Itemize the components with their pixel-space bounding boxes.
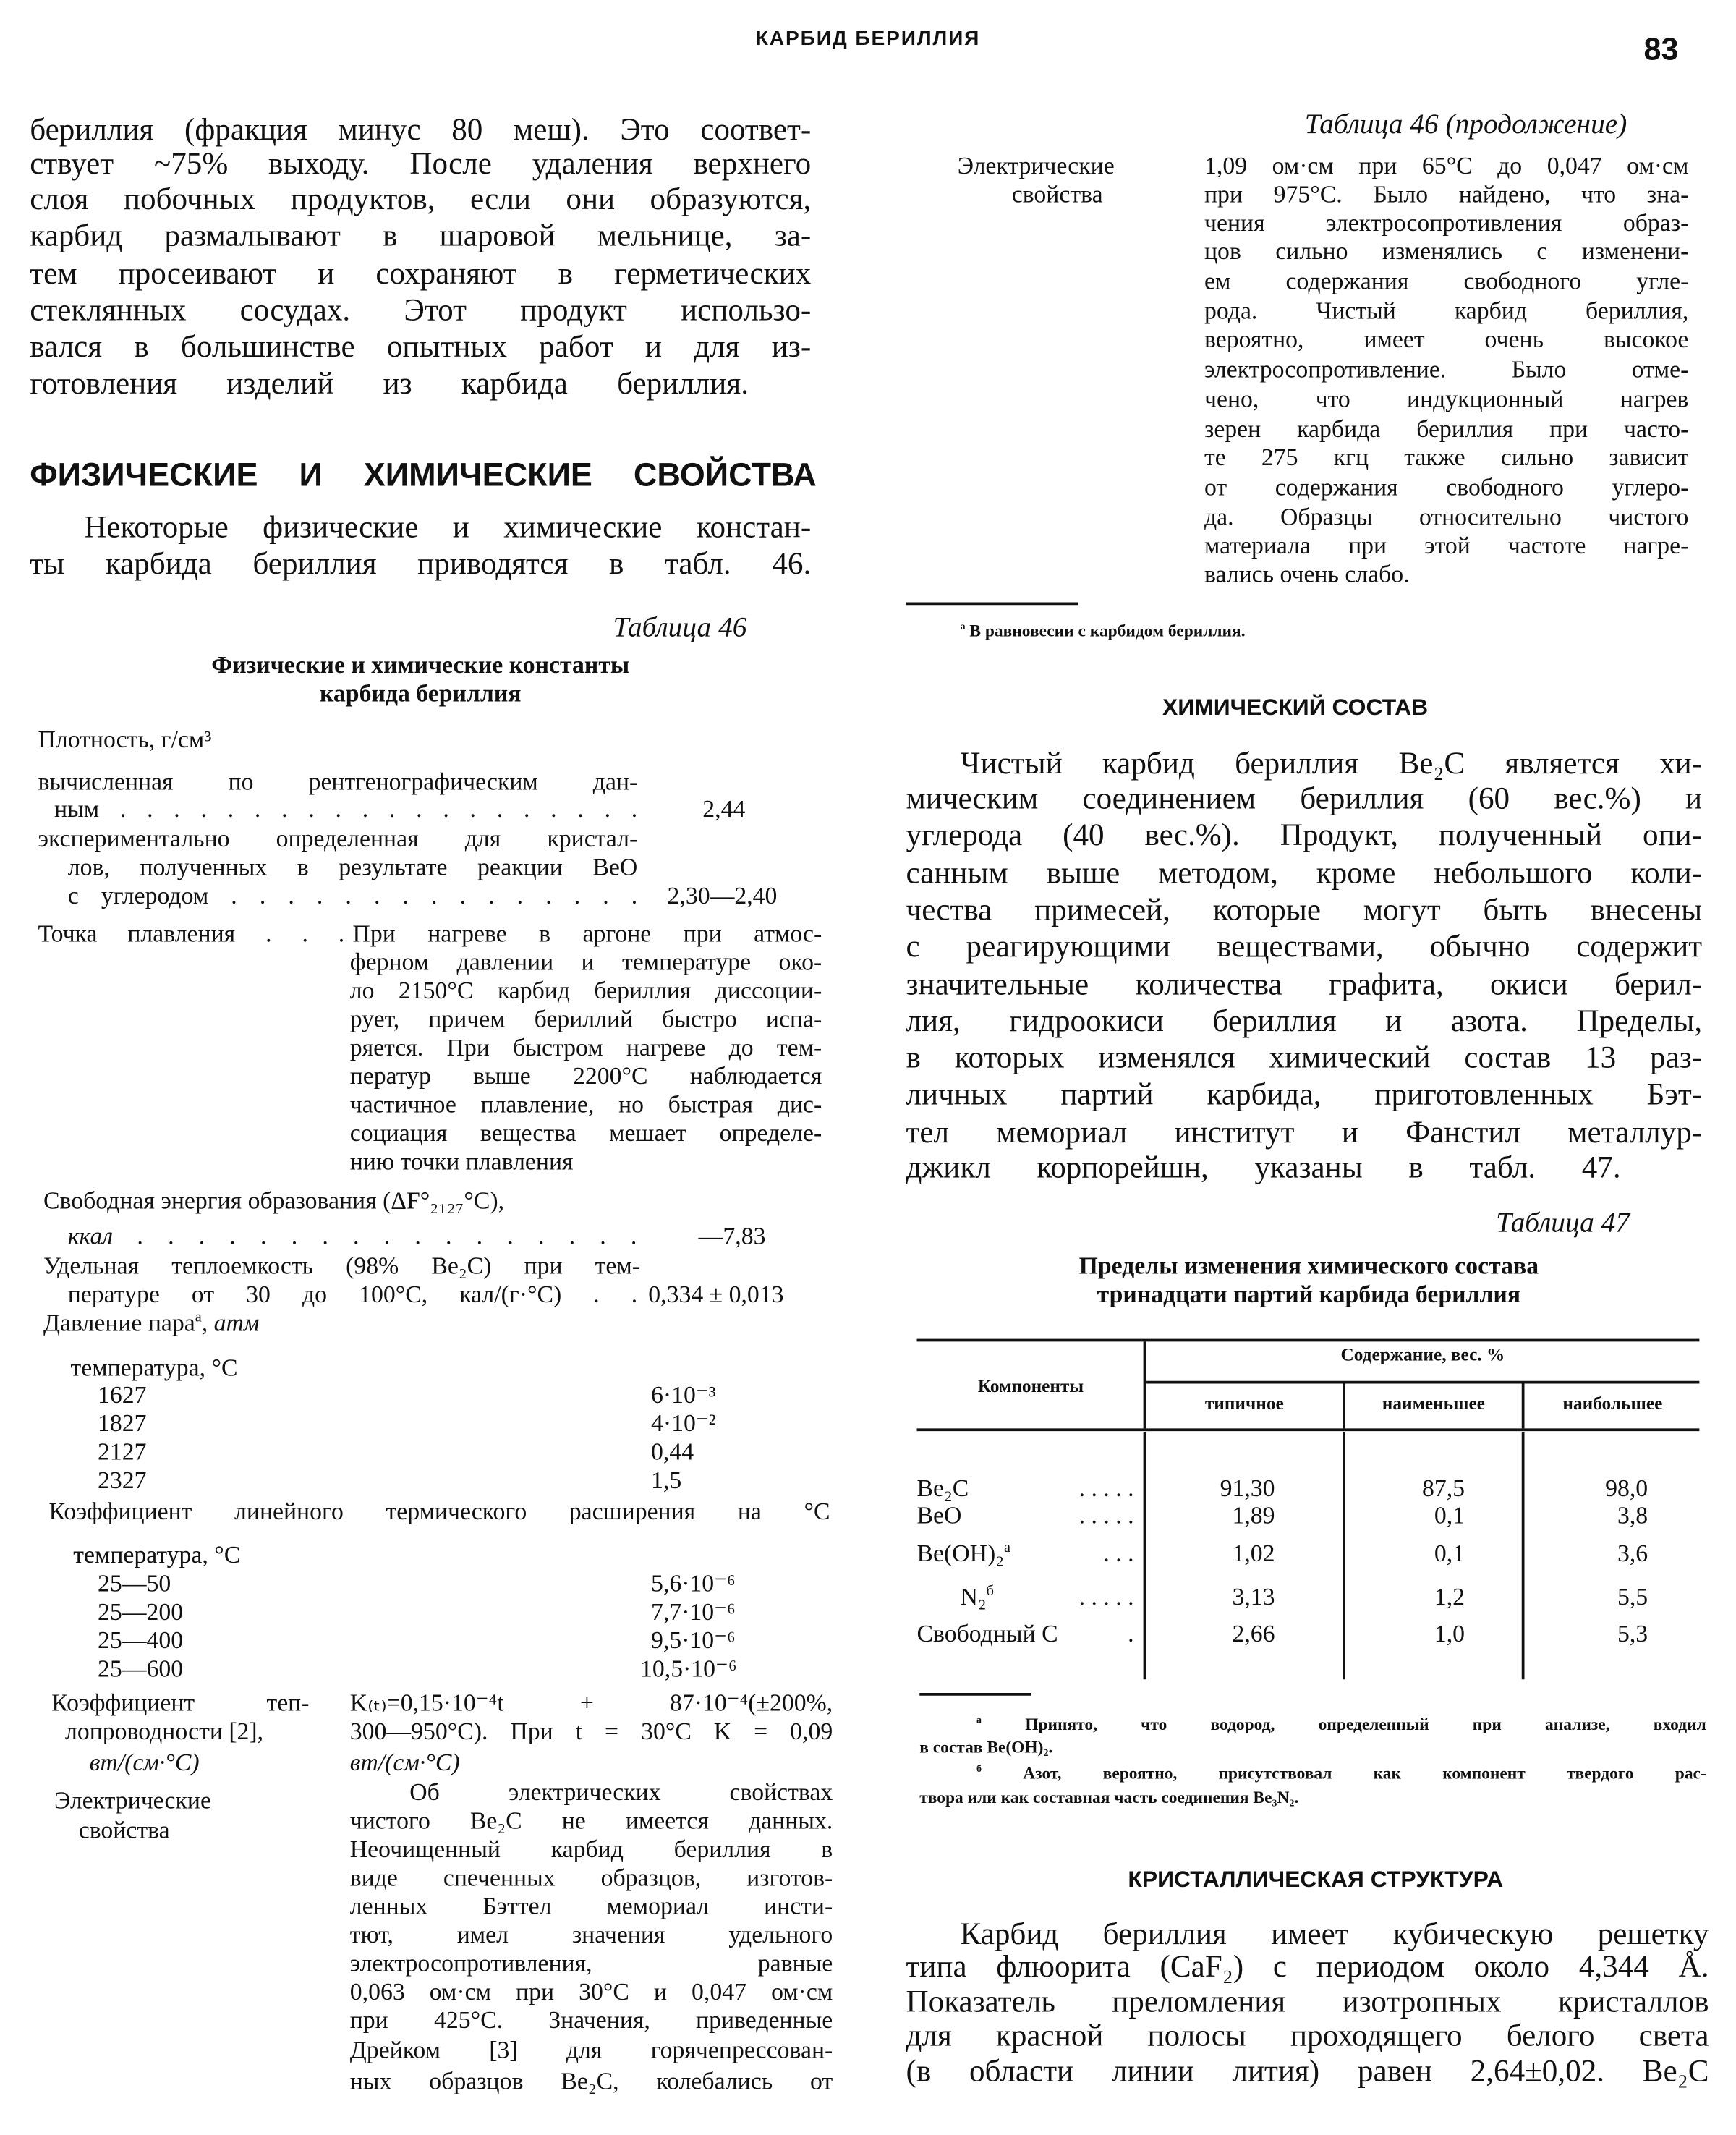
text-line: Чистый карбид бериллия Be₂C является хи- [960,746,1703,781]
text-line: Показатель преломления изотропных кристаллов [906,1985,1709,2019]
column-header-components: Компоненты [977,1375,1084,1396]
text-line: ты карбида бериллия приводятся в табл. 46. [30,546,812,581]
text-line: материала при этой частоте нагре- [1204,532,1689,559]
table-title: Пределы изменения химического состава [1078,1252,1539,1280]
vapor-label [43,1310,259,1335]
temp-cell: 1827 [98,1409,147,1437]
text-line: пературе от 30 до 100°С, кал/(г·°С) . . [67,1281,638,1308]
text-line: зерен карбида бериллия при часто- [1204,415,1689,443]
text-line: тют, имел значения удельного [349,1921,833,1948]
component-cell [961,1584,994,1609]
component-name: Be(OH)₂ [916,1540,1004,1567]
max-cell: 5,5 [1617,1583,1648,1610]
conductivity-label: вт/(см·°С) [89,1748,200,1776]
text-line: ных образцов Be₂C, колебались от [349,2067,833,2094]
electrical-label: Электрические [54,1786,211,1814]
section-heading: КРИСТАЛЛИЧЕСКАЯ СТРУКТУРА [1128,1867,1504,1893]
text-line: экспериментально определенная для кристал- [38,825,638,852]
text-line: Дрейком [3] для горячепрессован- [349,2036,833,2063]
electrical-label: свойства [78,1816,170,1844]
footnote [977,1715,1706,1733]
footnote-text: Азот, вероятно, присутствовал как компонент твердого рас- [1023,1763,1706,1783]
text-line: 0,063 ом·см при 30°С и 0,047 ом·см [349,1977,833,2005]
text-line: 300—950°С). При t = 30°С K = 0,09 [349,1717,833,1745]
temp-label: температура, °С [73,1541,241,1569]
text-line: электросопротивление. Было отме- [1204,355,1689,383]
text-line: те 275 кгц также сильно зависит [1204,443,1689,471]
column-header-typical: типичное [1204,1393,1284,1414]
typical-cell: 1,89 [1232,1501,1275,1529]
table-value: 0,334 ± 0,013 [648,1281,784,1308]
value-cell: 4·10⁻² [651,1409,716,1437]
temp-cell: 25—600 [98,1655,184,1682]
table-label: Таблица 46 (продолжение) [1304,107,1628,140]
footnote-marker: а [195,1309,202,1325]
table-title: карбида бериллия [320,679,522,707]
table-column-divider [1144,1341,1146,1428]
dot-leader: . . . . . [1078,1583,1134,1610]
component-name: Be₂C [916,1474,969,1502]
density-label: Плотность, г/см³ [38,726,212,753]
text-line: чества примесей, которые могут быть внесены [906,892,1703,927]
table-column-divider [1144,1432,1146,1679]
table-column-divider [1343,1384,1345,1429]
text-line: для красной полосы проходящего белого света [906,2019,1709,2053]
text-line: от содержания свободного углеро- [1204,473,1689,501]
text-line: типа флюорита (CaF₂) с периодом около 4,344 Å. [906,1949,1709,1984]
table-column-divider [1522,1384,1524,1429]
text-line: 1,09 ом·см при 65°С до 0,047 ом·см [1204,152,1689,179]
text-line: Некоторые физические и химические констан- [84,510,812,544]
text-line: вычисленная по рентгенографическим дан- [38,768,638,795]
text-line: готовления изделий из карбида бериллия. [30,366,749,401]
footnote [961,621,1246,640]
dot-leader: . . . . . [1078,1501,1134,1529]
text-line: чения электросопротивления образ- [1204,208,1689,237]
column-header-min: наименьшее [1382,1393,1485,1414]
table-rule [917,1339,1700,1342]
text-line: значительные количества графита, окиси берил- [906,967,1703,1001]
typical-cell: 2,66 [1232,1619,1275,1647]
text-line: да. Образцы относительно чистого [1204,503,1689,531]
component-cell [917,1503,962,1528]
vapor-label-text: Давление пара [43,1309,195,1336]
text-line: лов, полученных в результате реакции BeO [67,853,638,880]
typical-cell: 3,13 [1232,1583,1275,1610]
value-cell: 0,44 [651,1438,694,1465]
table-column-divider [1522,1432,1524,1679]
text-line: электросопротивления, равные [349,1949,833,1977]
text-line: личных партий карбида, приготовленных Бэт- [906,1077,1703,1111]
footnote-marker: б [977,1762,982,1775]
table-rule [1146,1381,1699,1383]
text-line: K₍ₜ₎=0,15·10⁻⁴t + 87·10⁻⁴(±200%, [349,1689,833,1716]
expansion-label: Коэффициент линейного термического расширения на °С [48,1498,830,1525]
component-name: Свободный C [916,1619,1058,1647]
melting-label: Точка плавления . . . [38,920,345,947]
text-line: вероятно, имеет очень высокое [1204,326,1689,353]
max-cell: 3,8 [1617,1501,1648,1529]
min-cell: 0,1 [1434,1540,1465,1567]
text-line: углерода (40 вес.%). Продукт, полученный опи- [906,818,1703,852]
footnote-marker: а [977,1713,982,1726]
table-title: тринадцати партий карбида бериллия [1097,1281,1521,1308]
table-column-divider [1343,1432,1345,1679]
footnote-text: твора или как составная часть соединения Be₃N₂. [919,1788,1299,1807]
text-line: Свободная энергия образования (ΔF°₂₁₂₇°C), [43,1187,505,1215]
value-cell: 5,6·10⁻⁶ [651,1569,736,1597]
text-line: частичное плавление, но быстрая дис- [349,1090,822,1118]
footnote [977,1764,1706,1783]
typical-cell: 1,02 [1232,1540,1275,1567]
max-cell: 3,6 [1617,1540,1648,1567]
text-line: санным выше методом, кроме небольшого коли- [906,856,1703,890]
electrical-label: свойства [1011,180,1103,208]
text-line: чистого Be₂C не имеется данных. [349,1807,833,1834]
text-line: Об электрических свойствах [409,1778,833,1806]
value-cell: 10,5·10⁻⁶ [640,1655,737,1682]
footnote-marker: б [986,1583,994,1600]
footnote-marker: а [1003,1540,1010,1556]
temp-cell: 2327 [98,1466,147,1494]
value-cell: 1,5 [651,1466,682,1494]
temp-cell: 25—200 [98,1597,184,1626]
footnote-divider [906,603,1078,605]
temp-cell: 1627 [98,1380,147,1409]
table-value: 2,44 [702,794,746,823]
conductivity-label: Коэффициент теп- [51,1689,310,1716]
page-number: 83 [1643,31,1679,67]
text-line: бериллия (фракция минус 80 меш). Это соответ- [30,112,812,147]
footnote-text: В равновесии с карбидом бериллия. [969,621,1246,641]
component-cell [917,1476,969,1501]
value-cell: 7,7·10⁻⁶ [651,1597,736,1626]
text-line: Неочищенный карбид бериллия в [349,1835,833,1863]
text-line: лия, гидроокиси бериллия и азота. Пределы, [906,1003,1703,1038]
text-line: Карбид бериллия имеет кубическую решетку [960,1917,1709,1951]
text-line: тел мемориал институт и Фанстил металлур- [906,1115,1703,1150]
temp-cell: 25—50 [98,1569,171,1597]
dot-leader: . . . . . [1078,1474,1134,1502]
text-line: джикл корпорейшн, указаны в табл. 47. [906,1150,1621,1184]
text-line: (в области линии лития) равен 2,64±0,02. Be₂C [906,2053,1709,2088]
electrical-label: Электрические [957,152,1115,179]
vapor-unit: , атм [201,1309,260,1336]
component-name: N₂ [960,1583,987,1610]
temp-label: температура, °С [70,1354,238,1381]
column-header-max: наибольшее [1562,1393,1663,1414]
table-label: Таблица 47 [1496,1205,1630,1239]
text-line: ствует ~75% выходу. После удаления верхнего [30,146,812,181]
running-title: КАРБИД БЕРИЛЛИЯ [755,27,981,51]
footnote-text: в состав Be(OH)₂. [919,1737,1053,1757]
footnote-divider [919,1693,1031,1695]
text-line: ператур выше 2200°С наблюдается [349,1062,822,1090]
text-line: рода. Чистый карбид бериллия, [1204,297,1689,325]
min-cell: 0,1 [1434,1501,1465,1529]
text-line: ряется. При быстром нагреве до тем- [349,1033,822,1061]
min-cell: 1,2 [1434,1583,1465,1610]
value-cell: 9,5·10⁻⁶ [651,1626,736,1654]
value-cell: 6·10⁻³ [651,1380,716,1409]
text-line: ным . . . . . . . . . . . . . . . . . . . . [54,794,638,823]
text-line: ло 2150°С карбид бериллия диссоции- [349,977,822,1004]
table-label: Таблица 46 [613,610,747,643]
column-group-header: Содержание, вес. % [1340,1344,1505,1365]
text-line: чено, что индукционный нагрев [1204,385,1689,412]
text-line: цов сильно изменялись с изменени- [1204,237,1689,265]
text-line: с углеродом . . . . . . . . . . . . . . . [67,881,638,909]
temp-cell: 25—400 [98,1626,184,1654]
min-cell: 87,5 [1421,1474,1465,1502]
text-line: вался в большинстве опытных работ и для из- [30,329,812,364]
text-line: Удельная теплоемкость (98% Be₂C) при тем- [43,1252,640,1280]
text-line: социация вещества мешает определе- [349,1119,822,1147]
text-line: в которых изменялся химический состав 13 раз- [906,1040,1703,1074]
section-heading: ХИМИЧЕСКИЙ СОСТАВ [1162,695,1429,721]
text-line: тем просеивают и сохраняют в герметических [30,256,812,291]
text-line: вт/(см·°С) [349,1748,460,1776]
max-cell: 5,3 [1617,1619,1648,1647]
table-title: Физические и химические константы [211,651,630,679]
text-line: ем содержания свободного угле- [1204,267,1689,294]
text-line: виде спеченных образцов, изготов- [349,1864,833,1891]
text-line: ферном давлении и температуре око- [349,948,822,976]
table-rule [917,1428,1700,1431]
section-heading: ФИЗИЧЕСКИЕ И ХИМИЧЕСКИЕ СВОЙСТВА [30,457,817,494]
component-cell [917,1541,1010,1566]
text-line: с реагирующими веществами, обычно содержит [906,929,1703,964]
conductivity-label: лопроводности [2], [65,1717,264,1745]
typical-cell: 91,30 [1220,1474,1275,1502]
max-cell: 98,0 [1605,1474,1648,1502]
footnote-text: Принято, что водород, определенный при анализе, входил [1025,1715,1706,1734]
text-line: мическим соединением бериллия (60 вес.%) и [906,781,1703,815]
dot-leader: . [1128,1619,1134,1647]
text-line: ленных Бэттел мемориал инсти- [349,1892,833,1920]
text-line: нию точки плавления [349,1147,574,1175]
text-line: карбид размалывают в шаровой мельнице, за- [30,218,812,252]
component-name: BeO [916,1501,962,1529]
text-line: ккал . . . . . . . . . . . . . . . . . [67,1222,638,1249]
text-line: стеклянных сосудах. Этот продукт использо- [30,293,812,327]
min-cell: 1,0 [1434,1619,1465,1647]
table-value: —7,83 [698,1222,766,1249]
text-line: вались очень слабо. [1204,560,1410,587]
text-line: слоя побочных продуктов, если они образуются, [30,182,812,216]
footnote-marker: а [960,619,966,632]
temp-cell: 2127 [98,1438,147,1465]
table-value: 2,30—2,40 [667,881,778,909]
text-line: При нагреве в аргоне при атмос- [352,920,822,947]
text-line: при 425°С. Значения, приведенные [349,2006,833,2034]
text-line: рует, причем бериллий быстро испа- [349,1005,822,1032]
text-line: при 975°С. Было найдено, что зна- [1204,180,1689,208]
dot-leader: . . . [1103,1540,1134,1567]
